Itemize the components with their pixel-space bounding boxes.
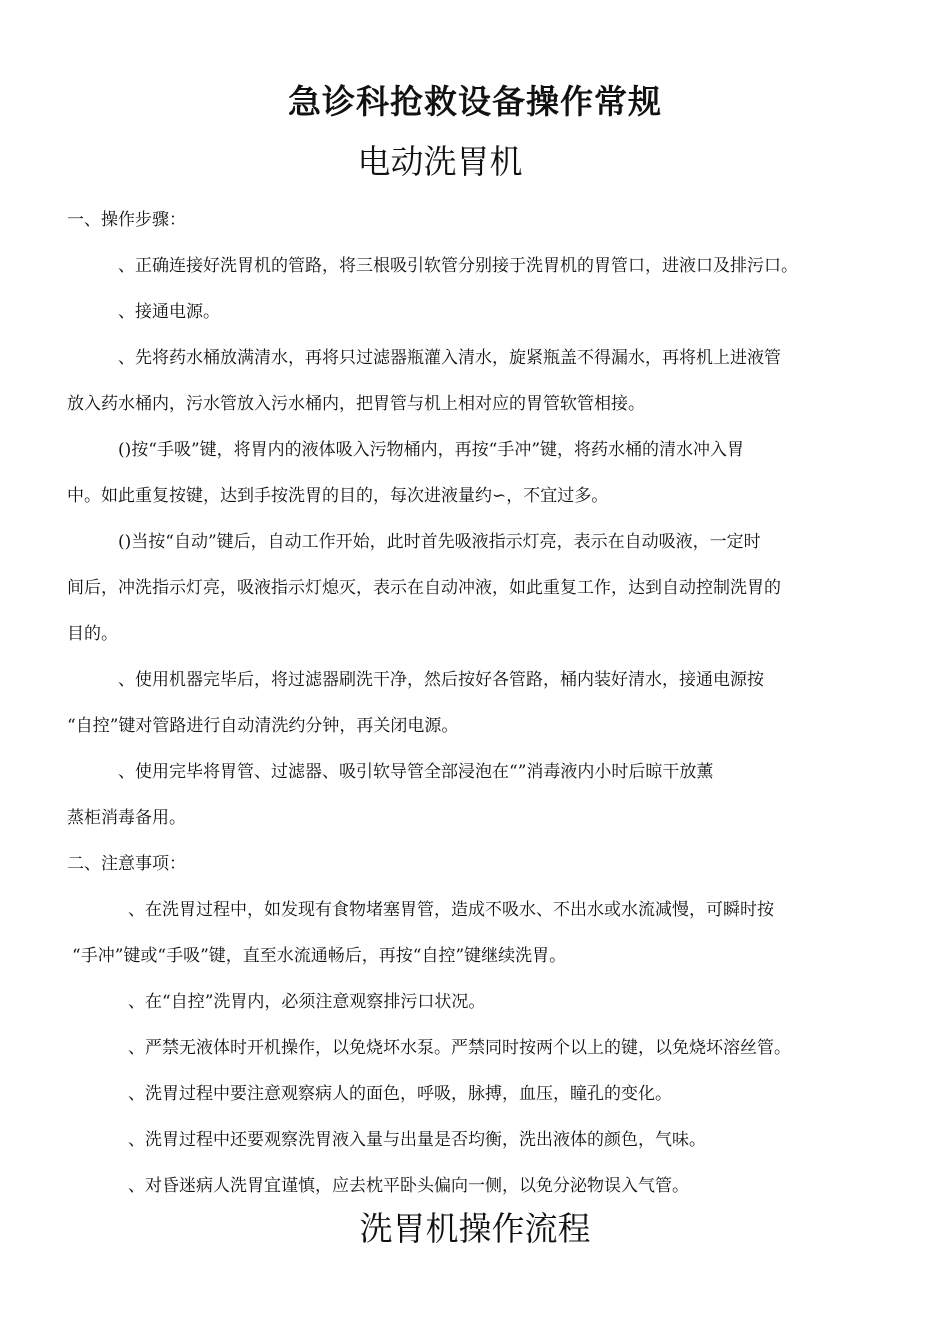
section-title-operation-flow: 洗胃机操作流程 bbox=[359, 1209, 591, 1248]
step-3-line-2: 放入药水桶内，污水管放入污水桶内，把胃管与机上相对应的胃管软管相接。 bbox=[67, 394, 645, 414]
step-1-line-1: 、正确连接好洗胃机的管路，将三根吸引软管分别接于洗胃机的胃管口，进液口及排污口。 bbox=[118, 256, 798, 276]
precaution-3-line-1: 、严禁无液体时开机操作，以免烧坏水泵。严禁同时按两个以上的键，以免烧坏溶丝管。 bbox=[128, 1038, 791, 1058]
step-5-line-1: ()当按“自动”键后，自动工作开始，此时首先吸液指示灯亮，表示在自动吸液，一定时 bbox=[118, 532, 761, 552]
step-7-line-2: 蒸柜消毒备用。 bbox=[67, 808, 186, 828]
step-5-line-3: 目的。 bbox=[67, 624, 118, 644]
step-7-line-1: 、使用完毕将胃管、过滤器、吸引软导管全部浸泡在“”消毒液内小时后晾干放薰 bbox=[118, 762, 714, 782]
precaution-4-line-1: 、洗胃过程中要注意观察病人的面色，呼吸，脉搏，血压，瞳孔的变化。 bbox=[128, 1084, 672, 1104]
step-6-line-1: 、使用机器完毕后，将过滤器刷洗干净，然后按好各管路，桶内装好清水，接通电源按 bbox=[118, 670, 764, 690]
step-4-line-1: ()按“手吸”键，将胃内的液体吸入污物桶内，再按“手冲”键，将药水桶的清水冲入胃 bbox=[118, 440, 745, 460]
step-3-line-1: 、先将药水桶放满清水，再将只过滤器瓶灌入清水，旋紧瓶盖不得漏水，再将机上进液管 bbox=[118, 348, 781, 368]
step-4-line-2: 中。如此重复按键，达到手按洗胃的目的，每次进液量约∽，不宜过多。 bbox=[67, 486, 609, 506]
page-title: 急诊科抢救设备操作常规 bbox=[288, 82, 662, 121]
step-2-line-1: 、接通电源。 bbox=[118, 302, 220, 322]
precaution-2-line-1: 、在“自控”洗胃内，必须注意观察排污口状况。 bbox=[128, 992, 486, 1012]
precaution-1-line-2: “手冲”键或“手吸”键，直至水流通畅后，再按“自控”键继续洗胃。 bbox=[72, 946, 567, 966]
section-heading-precautions: 二、注意事项： bbox=[67, 854, 186, 874]
section-heading-operation-steps: 一、操作步骤： bbox=[67, 210, 186, 230]
step-5-line-2: 间后，冲洗指示灯亮，吸液指示灯熄灭，表示在自动冲液，如此重复工作，达到自动控制洗胃的 bbox=[67, 578, 781, 598]
step-6-line-2: “自控”键对管路进行自动清洗约分钟，再关闭电源。 bbox=[67, 716, 459, 736]
precaution-1-line-1: 、在洗胃过程中，如发现有食物堵塞胃管，造成不吸水、不出水或水流减慢，可瞬时按 bbox=[128, 900, 774, 920]
precaution-5-line-1: 、洗胃过程中还要观察洗胃液入量与出量是否均衡，洗出液体的颜色，气味。 bbox=[128, 1130, 706, 1150]
section-title-electric-gastric-lavage: 电动洗胃机 bbox=[357, 142, 523, 181]
precaution-6-line-1: 、对昏迷病人洗胃宜谨慎，应去枕平卧头偏向一侧，以免分泌物误入气管。 bbox=[128, 1176, 689, 1196]
